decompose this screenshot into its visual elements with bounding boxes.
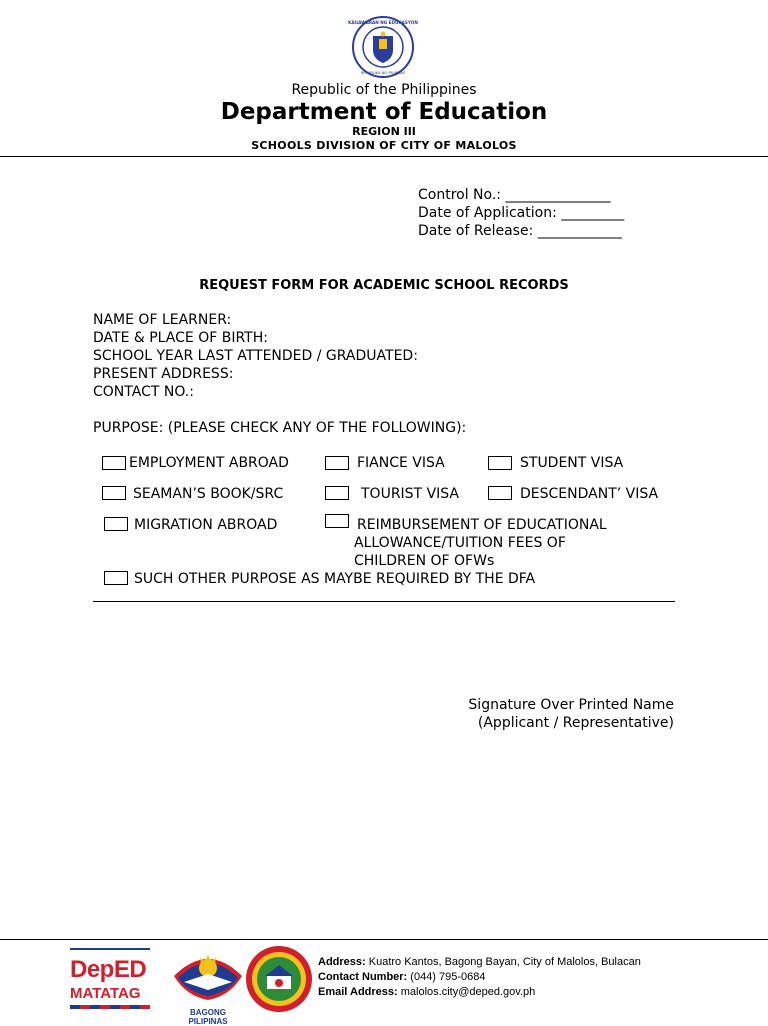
reimbursement-label-line2: ALLOWANCE/TUITION FEES OF xyxy=(354,535,566,551)
date-of-release-field[interactable]: Date of Release: ____________ xyxy=(418,223,622,239)
contact-label: Contact Number: xyxy=(318,971,408,983)
department-heading: Department of Education xyxy=(220,99,548,125)
contact-value: (044) 795-0684 xyxy=(407,971,486,983)
bagong-pilipinas-logo xyxy=(170,944,246,1026)
seamans-book-checkbox[interactable] xyxy=(102,486,126,500)
seamans-book-label: SEAMAN’S BOOK/SRC xyxy=(133,486,284,502)
purpose-label: PURPOSE: (PLEASE CHECK ANY OF THE FOLLOWING): xyxy=(93,420,467,436)
other-purpose-line[interactable] xyxy=(93,601,675,602)
control-number-field[interactable]: Control No.: _______________ xyxy=(418,187,611,203)
descendant-visa-label: DESCENDANT’ VISA xyxy=(520,486,659,502)
form-title: REQUEST FORM FOR ACADEMIC SCHOOL RECORDS xyxy=(199,278,569,293)
employment-abroad-label: EMPLOYMENT ABROAD xyxy=(129,455,289,471)
address-label: Address: xyxy=(318,956,366,968)
footer-contact xyxy=(318,971,486,983)
seal-text-top: KAGAWARAN NG EDUKASYON xyxy=(348,20,418,25)
deped-matatag-logo xyxy=(70,948,154,1018)
date-of-application-field[interactable]: Date of Application: _________ xyxy=(418,205,625,221)
school-year-field[interactable]: SCHOOL YEAR LAST ATTENDED / GRADUATED: xyxy=(93,348,418,364)
other-purpose-checkbox[interactable] xyxy=(104,571,128,585)
contact-no-field[interactable]: CONTACT NO.: xyxy=(93,384,194,400)
present-address-field[interactable]: PRESENT ADDRESS: xyxy=(93,366,234,382)
email-value[interactable]: malolos.city@deped.gov.ph xyxy=(397,986,536,998)
footer-divider xyxy=(0,939,768,940)
deped-seal-icon xyxy=(348,14,418,80)
address-value: Kuatro Kantos, Bagong Bayan, City of Malolos, Bulacan xyxy=(365,956,641,968)
bagong-pilipinas-emblem-icon xyxy=(170,944,246,1002)
bagong-pilipinas-text: BAGONG PILIPINAS xyxy=(188,1008,228,1026)
employment-abroad-checkbox[interactable] xyxy=(102,456,126,470)
header-divider xyxy=(0,156,768,157)
reimbursement-checkbox[interactable] xyxy=(325,514,349,528)
matatag-logo-text: MATATAG xyxy=(70,985,141,1002)
student-visa-checkbox[interactable] xyxy=(488,456,512,470)
reimbursement-label-line3: CHILDREN OF OFWs xyxy=(354,553,495,569)
name-of-learner-field[interactable]: NAME OF LEARNER: xyxy=(93,312,232,328)
seal-text-bottom: REPUBLIKA NG PILIPINAS xyxy=(360,71,406,75)
signature-label: Signature Over Printed Name xyxy=(468,697,674,713)
region-heading: REGION III xyxy=(352,125,416,138)
fiance-visa-checkbox[interactable] xyxy=(325,456,349,470)
descendant-visa-checkbox[interactable] xyxy=(488,486,512,500)
student-visa-label: STUDENT VISA xyxy=(520,455,624,471)
date-place-of-birth-field[interactable]: DATE & PLACE OF BIRTH: xyxy=(93,330,268,346)
footer-email xyxy=(318,986,535,998)
footer-address xyxy=(318,956,641,968)
signature-role: (Applicant / Representative) xyxy=(477,715,674,731)
republic-heading: Republic of the Philippines xyxy=(291,82,477,98)
other-purpose-label: SUCH OTHER PURPOSE AS MAYBE REQUIRED BY THE DFA xyxy=(134,571,536,587)
migration-abroad-label: MIGRATION ABROAD xyxy=(134,517,278,533)
division-heading: SCHOOLS DIVISION OF CITY OF MALOLOS xyxy=(251,139,517,152)
deped-logo-text: DepED xyxy=(70,956,147,983)
migration-abroad-checkbox[interactable] xyxy=(104,517,128,531)
reimbursement-label-line1: REIMBURSEMENT OF EDUCATIONAL xyxy=(357,517,607,533)
tourist-visa-checkbox[interactable] xyxy=(325,486,349,500)
division-seal-icon xyxy=(245,945,313,1013)
fiance-visa-label: FIANCE VISA xyxy=(357,455,445,471)
email-label: Email Address: xyxy=(318,986,398,998)
tourist-visa-label: TOURIST VISA xyxy=(361,486,459,502)
